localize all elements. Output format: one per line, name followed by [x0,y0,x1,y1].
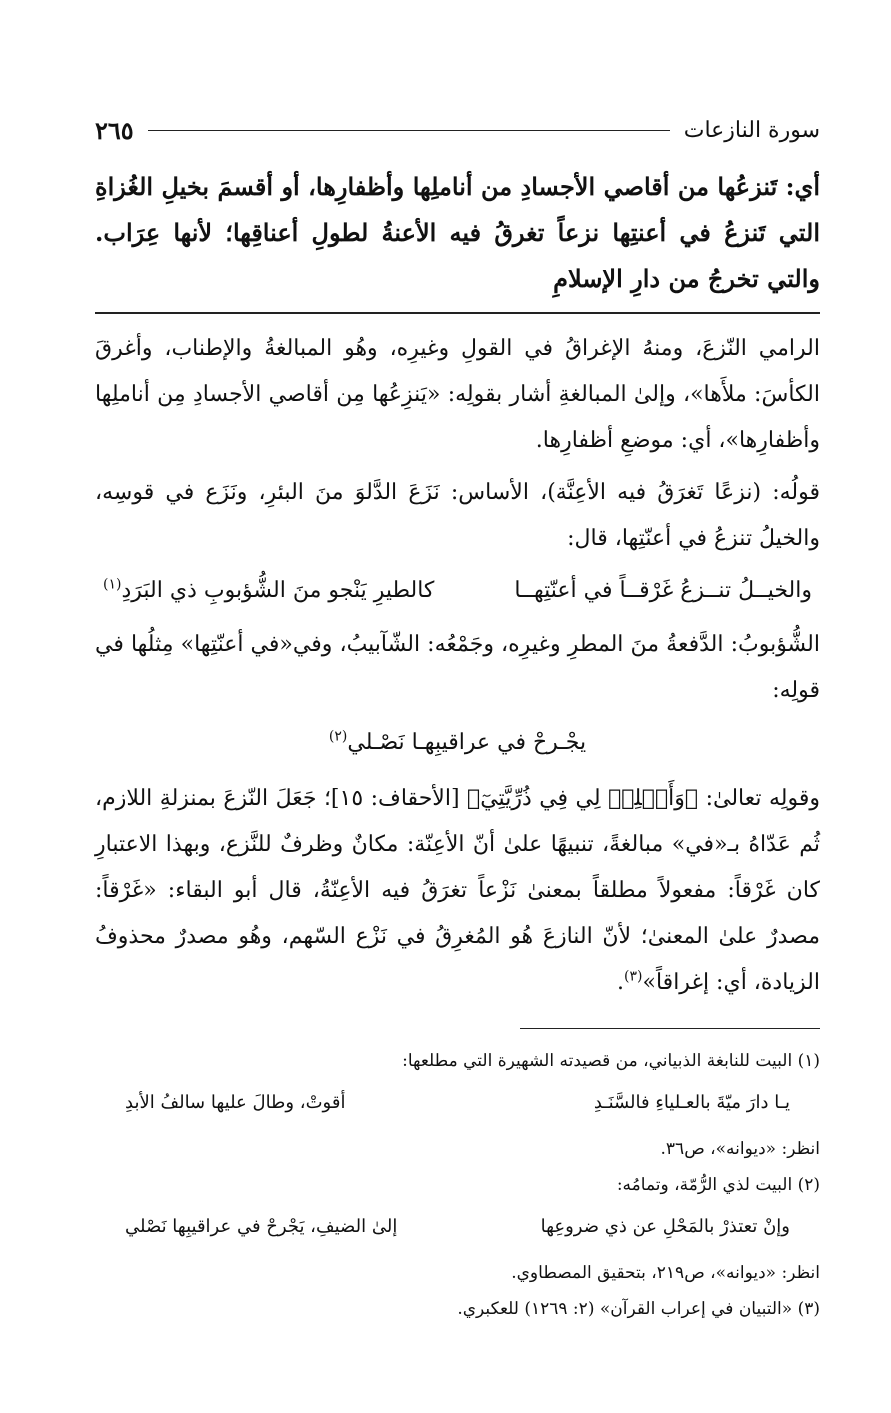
footnote-1-verse [125,1083,790,1123]
commentary-paragraph-4: وقولِه تعالىٰ: ﴿وَأَصۡلِحۡ لِي فِي ذُرِّيَّتِيٓ﴾ [الأحقاف: ١٥]؛ جَعَلَ النّزعَ بمنزلةِ اللازم، ثُم عَدّاهُ بـ«في» مبالغةً، تنبيهًا علىٰ أنّ الأعِنّة: مكانٌ وظرفٌ للنَّزع، وبهذا الاعتبارِ كان غَرْقاً: مفعولاً مطلقاً بمعنىٰ نَزْعاً تغرَقُ فيه الأعِنّةُ، قال أبو البقاء: «غَرْقاً: مصدرٌ علىٰ المعنىٰ؛ لأنّ النازعَ هُو المُغرِقُ في نَزْع السّهم، وهُو مصدرٌ محذوفُ الزيادة، أي: إغراقاً»$^{(٣)}$. [95,786,820,995]
footnote-2-intro: (٢) البيت لذي الرُّمّة، وتمامُه: [616,1175,820,1195]
verse-1-second-hemistich-wrap [103,568,434,614]
footnote-1-intro: (١) البيت للنابغة الذبياني، من قصيدته الشهيرة التي مطلعها: [402,1051,820,1071]
verse-1-second-hemistich: كالطيرِ يَنْجو منَ الشُّؤبوبِ ذي البَرَدِ [121,578,435,603]
matn-divider [95,312,820,314]
footnote-marker-1: (١) [103,576,122,593]
page-number: ٢٦٥ [95,115,134,145]
footnote-3: (٣) «التبيان في إعراب القرآن» (٢: ١٢٦٩) للعكبري. [457,1299,820,1319]
poetry-verse-2 [95,720,820,766]
commentary-paragraph-4-text: وقولِه تعالىٰ: ﴿وَأَصۡلِحۡ لِي فِي ذُرِّيَّتِيٓ﴾ [الأحقاف: ١٥]؛ جَعَلَ النّزعَ بمنزلةِ اللازم، ثُم عَدّاهُ بـ«في» مبالغةً، تنبيهًا علىٰ أنّ الأعِنّة: مكانٌ وظرفٌ للنَّزع، وبهذا الاعتبارِ كان غَرْقاً: مفعولاً مطلقاً بمعنىٰ نَزْعاً تغرَقُ فيه الأعِنّةُ، قال أبو البقاء: «غَرْقاً: مصدرٌ علىٰ المعنىٰ؛ لأنّ النازعَ هُو المُغرِقُ في نَزْع السّهم، وهُو مصدرٌ محذوفُ الزيادة، أي: إغراقاً» [95,786,820,995]
commentary [95,326,820,1006]
footnote-1-verse-first: يـا دارَ ميّةَ بالعـلياءِ فالسَّنَـدِ [593,1092,790,1113]
footnote-2-verse [125,1207,790,1247]
footnote-2-reference: انظر: «ديوانه»، ص٢١٩، بتحقيق المصطاوي. [511,1263,820,1283]
poetry-verse-1 [103,568,812,614]
matn-text: أي: تَنزعُها من أقاصي الأجسادِ من أناملِها وأظفارِها، أو أقسمَ بخيلِ الغُزاةِ التي تَنزعُ في أعنتِها نزعاً تغرقُ فيه الأعنةُ لطولِ أعناقِها؛ لأنها عِرَاب. والتي تخرجُ من دارِ الإسلامِ [95,172,820,293]
footnote-marker-3: (٣) [624,968,643,985]
commentary-paragraph-2: قولُه: (نزعًا تَغرَقُ فيه الأعِنَّة)، الأساس: نَزَعَ الدَّلوَ منَ البئرِ، ونَزَع في قوسِه، والخيلُ تنزعُ في أعنّتِها، قال: [95,480,820,551]
commentary-paragraph-3: الشُّؤبوبُ: الدَّفعةُ منَ المطرِ وغيرِه، وجَمْعُه: الشّآبيبُ، وفي«في أعنّتِها» مِثلُها في قولِه: [95,632,820,703]
book-page [95,110,820,1327]
running-header [95,110,820,150]
commentary-paragraph-1: الرامي النّزعَ، ومنهُ الإغراقُ في القولِ وغيرِه، وهُو المبالغةُ والإطناب، وأغرقَ الكأسَ: ملأَها»، وإلىٰ المبالغةِ أشار بقولِه: «يَنزِعُها مِن أقاصي الأجسادِ مِن أناملِها وأظفارِها»، أي: موضعِ أظفارِها. [95,336,820,453]
footnote-2-verse-second: إلىٰ الضيفِ، يَجْرحْ في عراقيبِها نَصْلي [125,1216,398,1237]
verse-1-first-hemistich: والخيــلُ تنــزعُ غَرْقــاً في أعنّتِهــا [514,578,812,603]
footnote-divider [520,1028,820,1029]
footnote-1-verse-second: أقوتْ، وطالَ عليها سالفُ الأبدِ [125,1092,346,1113]
footnote-1-reference: انظر: «ديوانه»، ص٣٦. [660,1139,820,1159]
surah-title: سورة النازعات [683,117,820,143]
footnotes [95,1043,820,1327]
verse-2-text: يجْـرحْ في عراقيبِهـا نَصْـلي [347,730,587,755]
header-rule [148,130,670,131]
footnote-2-verse-first: وإنْ تعتذرْ بالمَحْلِ عن ذي ضروعِها [540,1216,790,1237]
footnote-marker-2: (٢) [328,728,348,745]
